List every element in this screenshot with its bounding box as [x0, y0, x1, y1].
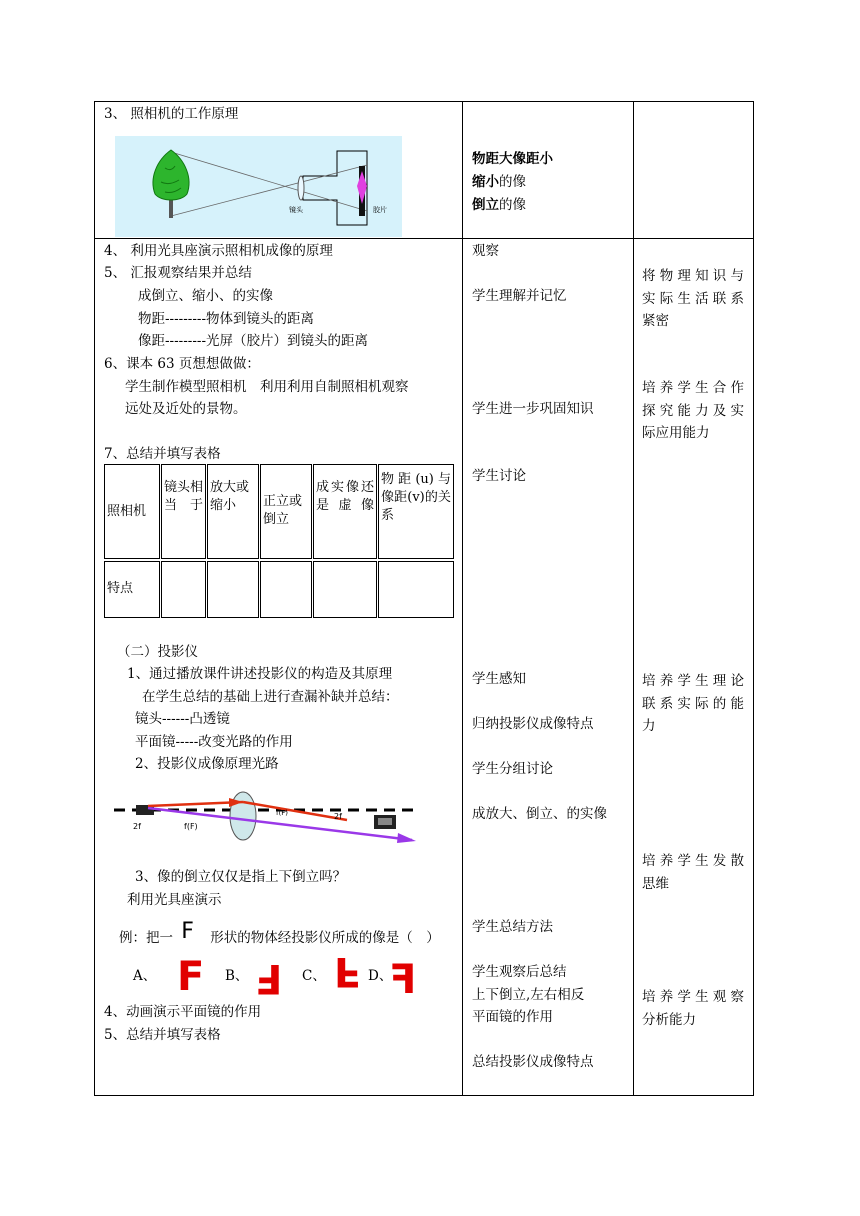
step-7: 7、总结并填写表格: [104, 446, 221, 462]
mid-observe: 观察: [472, 243, 499, 259]
column-divider-1: [462, 101, 463, 1096]
table-cell: [161, 561, 206, 618]
projector-step-1c: 平面镜-----改变光路的作用: [135, 734, 293, 750]
example-question: 例：把一 F 形状的物体经投影仪所成的像是（ ）: [119, 919, 440, 946]
right-note-4: 培养学生发散 思维: [642, 853, 744, 892]
projector-step-3a: 利用光具座演示: [127, 892, 222, 908]
f-left-label: f(F): [184, 822, 198, 831]
table-cell: [207, 561, 259, 618]
mid-group-discuss: 学生分组讨论: [472, 761, 553, 777]
option-d-glyph: F: [389, 957, 417, 1003]
projector-ray-diagram: [112, 790, 422, 848]
projector-step-1a: 在学生总结的基础上进行查漏补缺并总结：: [142, 689, 399, 705]
table-header-real-virtual: 成实像还是虚像: [313, 464, 377, 559]
table-header-orientation: 正立或倒立: [260, 464, 312, 559]
row-divider: [94, 238, 754, 239]
f-right-label: f(F): [276, 809, 288, 817]
step-6: 6、课本 63 页想想做做：: [104, 356, 260, 372]
column-divider-2: [633, 101, 634, 1096]
option-a-label: A、: [133, 968, 157, 984]
table-header-lens: 镜头相当于: [161, 464, 206, 559]
mid-perceive: 学生感知: [472, 671, 526, 687]
table-cell: [378, 561, 454, 618]
mid-discuss: 学生讨论: [472, 468, 526, 484]
option-b-glyph: F: [255, 955, 283, 1001]
table-header-camera: 照相机: [104, 464, 160, 559]
mid-understand: 学生理解并记忆: [472, 288, 567, 304]
lens-label: 镜头: [289, 206, 303, 214]
two-f-left-label: 2f: [133, 822, 141, 831]
right-note-1: 将物理知识与 实际生活联系 紧密: [642, 268, 744, 329]
projector-step-3: 3、像的倒立仅仅是指上下倒立吗？: [135, 869, 347, 885]
right-note-2: 培养学生合作 探究能力及实 际应用能力: [642, 380, 744, 441]
section3-title: 3、 照相机的工作原理: [104, 106, 239, 122]
step-5: 5、 汇报观察结果并总结: [104, 265, 252, 281]
table-header-relation: 物距(u)与像距(v)的关系: [378, 464, 454, 559]
step-6-line1: 学生制作模型照相机 利用利用自制照相机观察: [125, 379, 409, 395]
mid-line3: 倒立的像: [472, 197, 526, 213]
two-f-right-label: 2f: [334, 812, 342, 821]
mid-summarize-method: 学生总结方法: [472, 919, 553, 935]
mid-observe-summary-3: 平面镜的作用: [472, 1009, 553, 1025]
option-a-glyph: F: [177, 954, 205, 1000]
right-note-3: 培养学生理论 联系实际的能 力: [642, 673, 744, 734]
step-6-line2: 远处及近处的景物。: [125, 401, 247, 417]
table-row-label: 特点: [104, 561, 160, 618]
projector-step-2: 2、投影仪成像原理光路: [135, 756, 279, 772]
option-c-label: C、: [302, 968, 326, 984]
projector-step-1b: 镜头------凸透镜: [135, 711, 230, 727]
mid-consolidate: 学生进一步巩固知识: [472, 401, 594, 417]
mid-observe-summary-2: 上下倒立,左右相反: [472, 987, 585, 1003]
mid-line2: 缩小的像: [472, 174, 526, 190]
table-cell: [313, 561, 377, 618]
camera-diagram: [115, 136, 402, 237]
example-f-letter: F: [181, 919, 194, 944]
table-cell: [260, 561, 312, 618]
option-d-label: D、: [368, 968, 393, 984]
step-4: 4、 利用光具座演示照相机成像的原理: [104, 243, 333, 259]
mid-observe-summary-1: 学生观察后总结: [472, 964, 567, 980]
option-b-label: B、: [225, 968, 249, 984]
mid-summarize-features: 归纳投影仪成像特点: [472, 716, 594, 732]
mid-line1: 物距大像距小: [472, 151, 553, 167]
step-5-image-distance: 像距---------光屏（胶片）到镜头的距离: [138, 333, 369, 349]
table-header-size: 放大或缩小: [207, 464, 259, 559]
mid-projector-features: 总结投影仪成像特点: [472, 1054, 594, 1070]
option-c-glyph: F: [334, 948, 362, 994]
mid-real-image: 成放大、倒立、的实像: [472, 806, 607, 822]
projector-step-1: 1、通过播放课件讲述投影仪的构造及其原理: [127, 666, 393, 682]
camera-summary-table: [104, 464, 454, 618]
step-5-result: 成倒立、缩小、的实像: [138, 288, 273, 304]
step-5-object-distance: 物距---------物体到镜头的距离: [138, 311, 315, 327]
right-note-5: 培养学生观察 分析能力: [642, 989, 744, 1028]
projector-step-5: 5、总结并填写表格: [104, 1027, 221, 1043]
projector-step-4: 4、动画演示平面镜的作用: [104, 1004, 262, 1020]
film-label: 胶片: [373, 206, 387, 214]
projector-title: （二）投影仪: [117, 644, 198, 660]
